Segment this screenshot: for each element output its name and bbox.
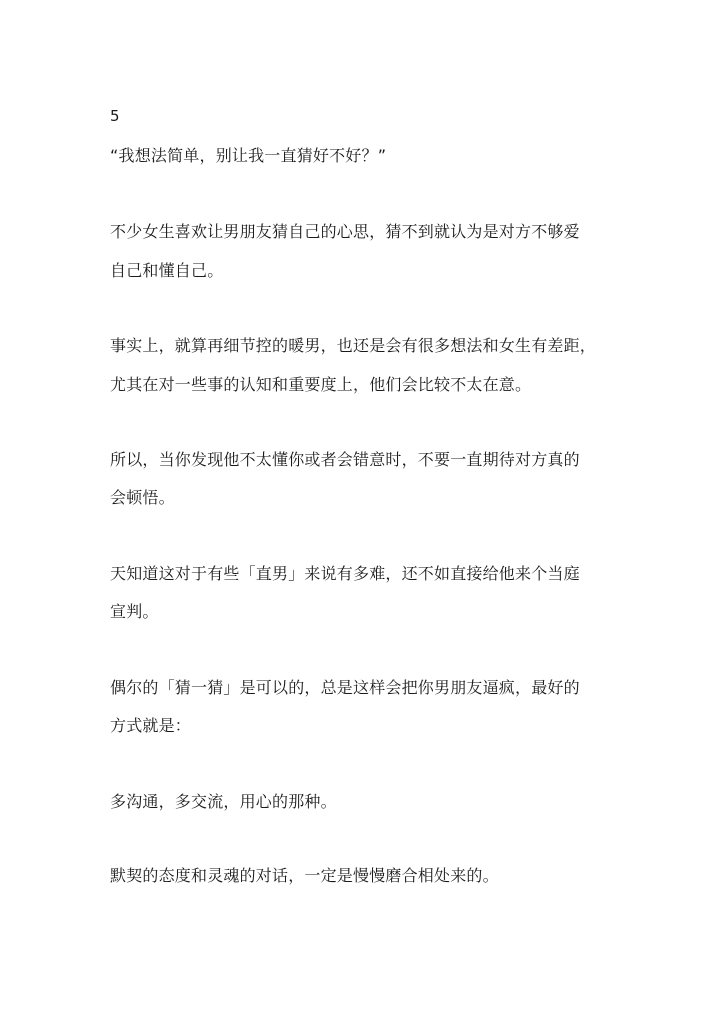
- paragraph-line: 自己和懂自己。: [110, 261, 224, 280]
- paragraph-line: 尤其在对一些事的认知和重要度上，他们会比较不太在意。: [110, 375, 532, 394]
- paragraph-line: 天知道这对于有些「直男」来说有多难，还不如直接给他来个当庭: [110, 564, 580, 583]
- paragraph-line: 会顿悟。: [110, 488, 175, 507]
- paragraph-line: 事实上，就算再细节控的暖男，也还是会有很多想法和女生有差距，: [110, 336, 597, 355]
- paragraph-line: 不少女生喜欢让男朋友猜自己的心思，猜不到就认为是对方不够爱: [110, 222, 580, 241]
- paragraph-line: 多沟通，多交流，用心的那种。: [110, 792, 337, 811]
- quote-line: “我想法简单，别让我一直猜好不好？”: [110, 146, 387, 165]
- paragraph-line: 宣判。: [110, 602, 159, 621]
- paragraph-line: 所以，当你发现他不太懂你或者会错意时，不要一直期待对方真的: [110, 450, 580, 469]
- paragraph-line: 默契的态度和灵魂的对话，一定是慢慢磨合相处来的。: [110, 866, 499, 885]
- paragraph-line: 偶尔的「猜一猜」是可以的，总是这样会把你男朋友逼疯，最好的: [110, 678, 580, 697]
- paragraph-line: 方式就是：: [110, 716, 192, 735]
- section-number: 5: [110, 107, 120, 125]
